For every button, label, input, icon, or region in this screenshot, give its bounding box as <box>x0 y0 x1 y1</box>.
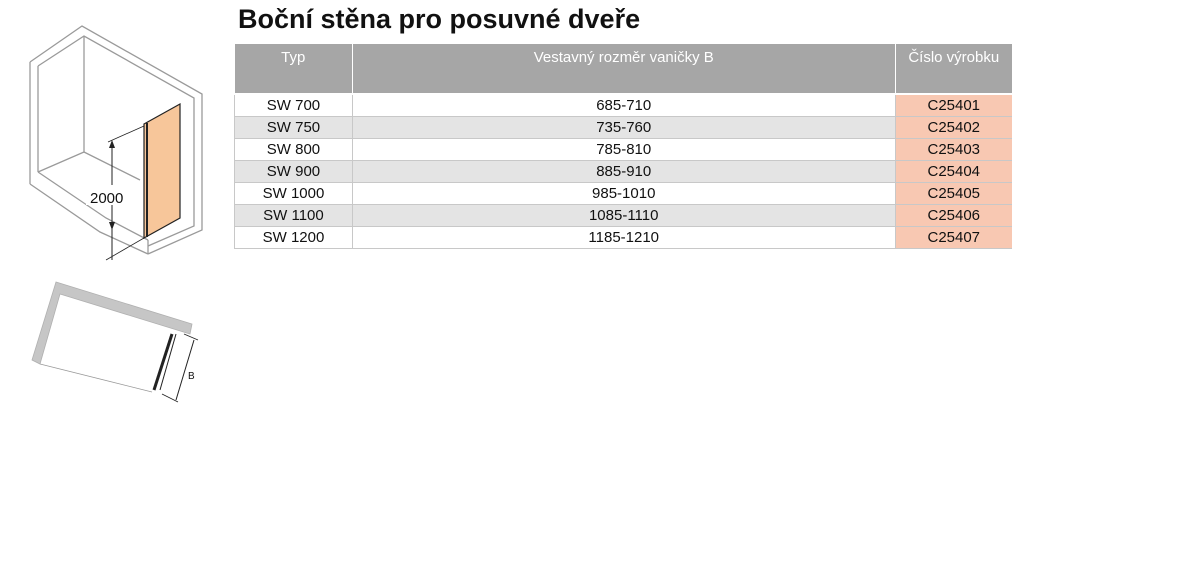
cell-article: C25403 <box>895 139 1012 161</box>
height-dimension-label: 2000 <box>90 190 124 207</box>
cell-type: SW 1200 <box>235 227 353 249</box>
cell-article: C25406 <box>895 205 1012 227</box>
cell-size: 735-760 <box>352 117 895 139</box>
page-title: Boční stěna pro posuvné dveře <box>238 4 641 34</box>
col-header-type: Typ <box>235 44 353 93</box>
col-header-article: Číslo výrobku <box>895 44 1012 93</box>
cell-type: SW 800 <box>235 139 353 161</box>
cell-article: C25404 <box>895 161 1012 183</box>
cell-size: 685-710 <box>352 95 895 117</box>
glass-panel <box>144 104 180 238</box>
cell-article: C25405 <box>895 183 1012 205</box>
cell-type: SW 700 <box>235 95 353 117</box>
table-header-row <box>235 44 1013 93</box>
table-row <box>235 227 1013 249</box>
col-header-size: Vestavný rozměr vaničky B <box>352 44 895 93</box>
cell-size: 785-810 <box>352 139 895 161</box>
cell-type: SW 750 <box>235 117 353 139</box>
plan-view-drawing <box>24 276 214 416</box>
table-row <box>235 95 1013 117</box>
cell-article: C25401 <box>895 95 1012 117</box>
cell-type: SW 1000 <box>235 183 353 205</box>
side-panel-3d-drawing <box>20 22 210 272</box>
cell-size: 885-910 <box>352 161 895 183</box>
cell-size: 985-1010 <box>352 183 895 205</box>
table-row <box>235 139 1013 161</box>
cell-article: C25402 <box>895 117 1012 139</box>
table-row <box>235 183 1013 205</box>
cell-type: SW 1100 <box>235 205 353 227</box>
table-row <box>235 205 1013 227</box>
width-dimension-label: B <box>188 371 195 382</box>
cell-type: SW 900 <box>235 161 353 183</box>
cell-size: 1085-1110 <box>352 205 895 227</box>
table-row <box>235 161 1013 183</box>
cell-article: C25407 <box>895 227 1012 249</box>
cell-size: 1185-1210 <box>352 227 895 249</box>
table-row <box>235 117 1013 139</box>
spec-table <box>234 44 1012 249</box>
